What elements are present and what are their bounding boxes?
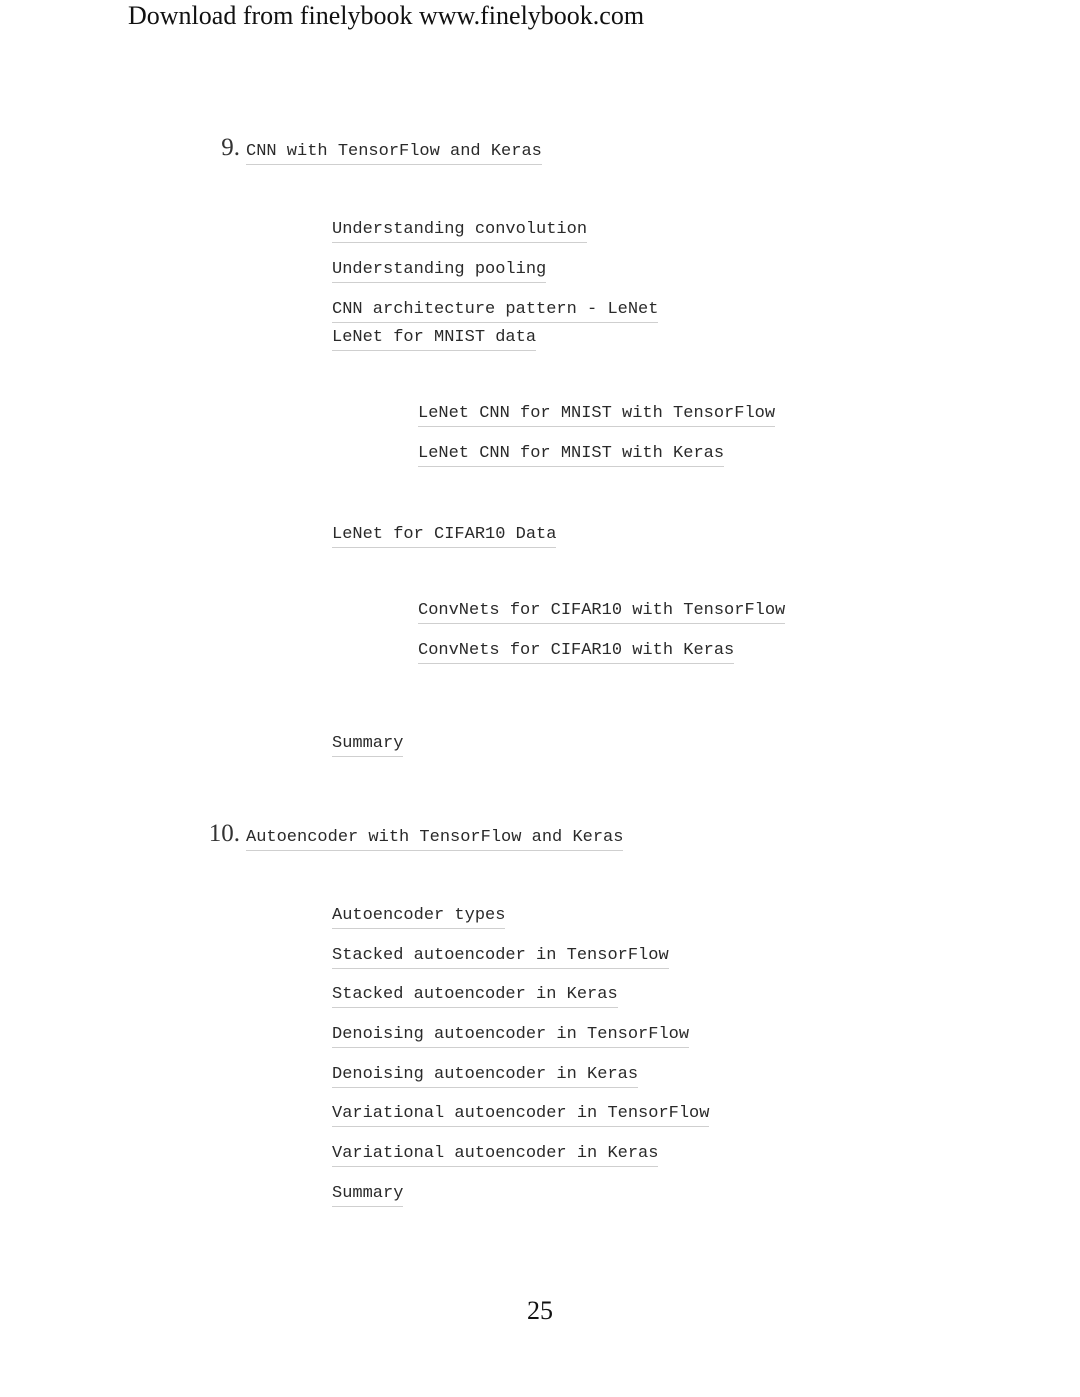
chapter-title-link[interactable]: CNN with TensorFlow and Keras	[246, 141, 542, 165]
toc-link-stacked-autoencoder-keras[interactable]: Stacked autoencoder in Keras	[332, 984, 618, 1008]
chapter-title-link[interactable]: Autoencoder with TensorFlow and Keras	[246, 827, 623, 851]
page-number: 25	[527, 1296, 553, 1325]
toc-link-lenet-mnist[interactable]: LeNet for MNIST data	[332, 327, 536, 351]
toc-link-variational-autoencoder-keras[interactable]: Variational autoencoder in Keras	[332, 1143, 658, 1167]
chapter-9-heading	[200, 134, 542, 165]
toc-link-summary[interactable]: Summary	[332, 733, 403, 757]
toc-link-lenet-cifar10[interactable]: LeNet for CIFAR10 Data	[332, 524, 556, 548]
toc-link-understanding-convolution[interactable]: Understanding convolution	[332, 219, 587, 243]
toc-link-denoising-autoencoder-tensorflow[interactable]: Denoising autoencoder in TensorFlow	[332, 1024, 689, 1048]
toc-link-denoising-autoencoder-keras[interactable]: Denoising autoencoder in Keras	[332, 1064, 638, 1088]
toc-link-autoencoder-types[interactable]: Autoencoder types	[332, 905, 505, 929]
page-header: Download from finelybook www.finelybook.com	[128, 1, 645, 30]
toc-link-summary[interactable]: Summary	[332, 1183, 403, 1207]
toc-link-convnets-cifar10-tensorflow[interactable]: ConvNets for CIFAR10 with TensorFlow	[418, 600, 785, 624]
chapter-number: 10.	[208, 820, 240, 847]
toc-link-variational-autoencoder-tensorflow[interactable]: Variational autoencoder in TensorFlow	[332, 1103, 709, 1127]
toc-link-convnets-cifar10-keras[interactable]: ConvNets for CIFAR10 with Keras	[418, 640, 734, 664]
chapter-10-heading	[200, 820, 623, 851]
toc-link-understanding-pooling[interactable]: Understanding pooling	[332, 259, 546, 283]
toc-link-lenet-mnist-tensorflow[interactable]: LeNet CNN for MNIST with TensorFlow	[418, 403, 775, 427]
toc-link-cnn-architecture-lenet[interactable]: CNN architecture pattern - LeNet	[332, 299, 658, 323]
toc-link-stacked-autoencoder-tensorflow[interactable]: Stacked autoencoder in TensorFlow	[332, 945, 669, 969]
toc-link-lenet-mnist-keras[interactable]: LeNet CNN for MNIST with Keras	[418, 443, 724, 467]
chapter-number: 9.	[221, 134, 240, 161]
